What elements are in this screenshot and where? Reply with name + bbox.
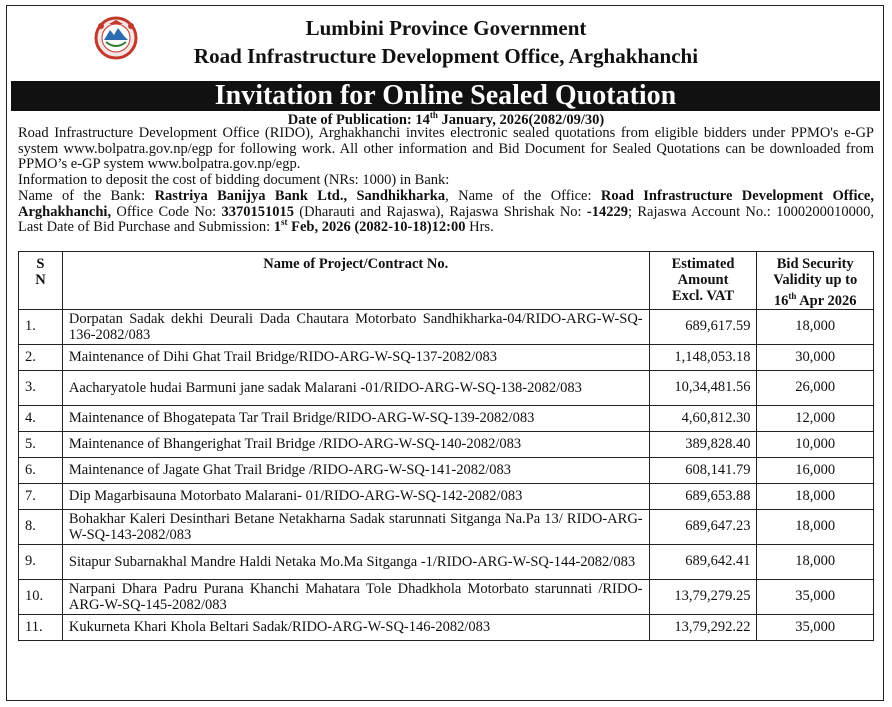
row-bid-security: 26,000 <box>757 370 874 405</box>
row-amount: 13,79,279.25 <box>649 579 757 614</box>
deposit-info: Information to deposit the cost of bidding document (NRs: 1000) in Bank: <box>18 172 450 189</box>
bid-security-header: Bid Security Validity up to 16th Apr 2026 <box>757 252 874 310</box>
row-amount: 608,141.79 <box>649 457 757 483</box>
table-row <box>19 483 874 509</box>
row-bid-security: 16,000 <box>757 457 874 483</box>
notice-banner: Invitation for Online Sealed Quotation <box>11 81 880 111</box>
row-bid-security: 18,000 <box>757 509 874 544</box>
notice-body <box>18 126 874 236</box>
row-amount: 1,148,053.18 <box>649 344 757 370</box>
row-amount: 13,79,292.22 <box>649 614 757 640</box>
row-bid-security: 12,000 <box>757 405 874 431</box>
row-bid-security: 10,000 <box>757 431 874 457</box>
office-title: Road Infrastructure Development Office, Arghakhanchi <box>193 44 699 68</box>
row-project-name: Maintenance of Bhangerighat Trail Bridge /RIDO-ARG-W-SQ-140-2082/083 <box>62 431 649 457</box>
table-row <box>19 344 874 370</box>
row-sn: 8. <box>19 509 63 544</box>
row-sn: 5. <box>19 431 63 457</box>
row-bid-security: 35,000 <box>757 579 874 614</box>
row-sn: 3. <box>19 370 63 405</box>
table-header-row <box>19 252 874 310</box>
row-amount: 689,642.41 <box>649 544 757 579</box>
table-row <box>19 457 874 483</box>
row-sn: 11. <box>19 614 63 640</box>
row-sn: 2. <box>19 344 63 370</box>
row-sn: 4. <box>19 405 63 431</box>
row-project-name: Bohakhar Kaleri Desinthari Betane Netakharna Sadak starunnati Sitganga Na.Pa 13/ RIDO-ARG-W-SQ-143-2082/083 <box>62 509 649 544</box>
bank-details: Name of the Bank: Rastriya Banijya Bank Ltd., Sandhikharka, Name of the Office: Road Infrastructure Development Office, Arghakhanchi, Office Code No: 3370151015 (Dharauti and Rajaswa), Rajaswa Shrishak No: -14229; Rajaswa Account No.: 1000200010000, Last Date of Bid Purchase and Submission: 1st Feb, 2026 (2082-10-18)12:00 Hrs. <box>18 187 874 236</box>
table-row <box>19 431 874 457</box>
row-amount: 4,60,812.30 <box>649 405 757 431</box>
row-project-name: Dip Magarbisauna Motorbato Malarani- 01/RIDO-ARG-W-SQ-142-2082/083 <box>62 483 649 509</box>
table-body <box>19 309 874 640</box>
row-amount: 389,828.40 <box>649 431 757 457</box>
row-amount: 689,653.88 <box>649 483 757 509</box>
sn-header: S N <box>19 252 63 310</box>
row-project-name: Aacharyatole hudai Barmuni jane sadak Malarani -01/RIDO-ARG-W-SQ-138-2082/083 <box>62 370 649 405</box>
table-row <box>19 544 874 579</box>
row-project-name: Narpani Dhara Padru Purana Khanchi Mahatara Tole Dhadkhola Motorbato starunnati /RIDO-ARG-W-SQ-145-2082/083 <box>62 579 649 614</box>
row-amount: 689,647.23 <box>649 509 757 544</box>
publication-date: Date of Publication: 14th January, 2026(2082/09/30) <box>287 110 605 128</box>
row-sn: 6. <box>19 457 63 483</box>
intro-paragraph: Road Infrastructure Development Office (RIDO), Arghakhanchi invites electronic sealed quotations from eligible bidders under PPMO's e-GP system www.bolpatra.gov.np/egp for following work. All other information and Bid Document for Sealed Quotations can be downloaded from PPMO’s e-GP system www.bolpatra.gov.np/egp. <box>18 125 874 173</box>
row-bid-security: 18,000 <box>757 309 874 344</box>
table-row <box>19 614 874 640</box>
contracts-table <box>18 251 874 641</box>
row-sn: 1. <box>19 309 63 344</box>
row-amount: 689,617.59 <box>649 309 757 344</box>
name-header: Name of Project/Contract No. <box>62 252 649 310</box>
row-project-name: Maintenance of Jagate Ghat Trail Bridge /RIDO-ARG-W-SQ-141-2082/083 <box>62 457 649 483</box>
government-title: Lumbini Province Government <box>305 16 587 40</box>
row-sn: 9. <box>19 544 63 579</box>
table-row <box>19 370 874 405</box>
row-bid-security: 30,000 <box>757 344 874 370</box>
row-sn: 7. <box>19 483 63 509</box>
row-project-name: Dorpatan Sadak dekhi Deurali Dada Chautara Motorbato Sandhikharka-04/RIDO-ARG-W-SQ-136-2082/083 <box>62 309 649 344</box>
table-row <box>19 309 874 344</box>
table-row <box>19 405 874 431</box>
row-project-name: Kukurneta Khari Khola Beltari Sadak/RIDO-ARG-W-SQ-146-2082/083 <box>62 614 649 640</box>
row-bid-security: 18,000 <box>757 544 874 579</box>
row-project-name: Sitapur Subarnakhal Mandre Haldi Netaka Mo.Ma Sitganga -1/RIDO-ARG-W-SQ-144-2082/083 <box>62 544 649 579</box>
amount-header: Estimated Amount Excl. VAT <box>649 252 757 310</box>
row-sn: 10. <box>19 579 63 614</box>
table-row <box>19 579 874 614</box>
row-project-name: Maintenance of Dihi Ghat Trail Bridge/RIDO-ARG-W-SQ-137-2082/083 <box>62 344 649 370</box>
table-row <box>19 509 874 544</box>
row-project-name: Maintenance of Bhogatepata Tar Trail Bridge/RIDO-ARG-W-SQ-139-2082/083 <box>62 405 649 431</box>
row-bid-security: 35,000 <box>757 614 874 640</box>
row-amount: 10,34,481.56 <box>649 370 757 405</box>
row-bid-security: 18,000 <box>757 483 874 509</box>
